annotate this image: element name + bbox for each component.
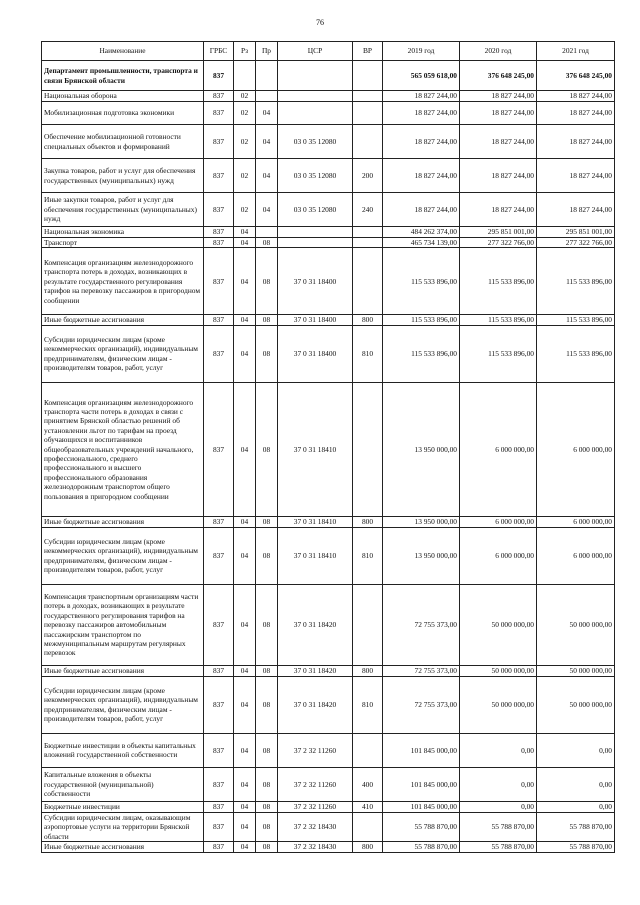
row-name: Обеспечение мобилизационной готовности специальных объектов и формирований: [42, 125, 204, 159]
table-row: [42, 315, 615, 325]
header-pr: Пр: [256, 42, 278, 61]
row-amount-2020: 376 648 245,00: [460, 61, 537, 91]
row-amount-2019: 13 950 000,00: [383, 527, 460, 584]
row-amount-2019: 484 262 374,00: [383, 227, 460, 238]
table-row: [42, 382, 615, 516]
row-vr: [353, 812, 383, 841]
row-amount-2021: 50 000 000,00: [537, 665, 615, 676]
row-amount-2020: 115 533 896,00: [460, 315, 537, 325]
row-name: Мобилизационная подготовка экономики: [42, 102, 204, 125]
row-vr: 200: [353, 159, 383, 193]
table-row: [42, 584, 615, 665]
row-rz: 04: [234, 676, 256, 733]
row-rz: 04: [234, 527, 256, 584]
row-grbs: 837: [204, 325, 234, 382]
row-pr: 04: [256, 193, 278, 227]
row-pr: [256, 61, 278, 91]
row-amount-2019: 18 827 244,00: [383, 125, 460, 159]
table-row: [42, 527, 615, 584]
row-grbs: 837: [204, 812, 234, 841]
row-pr: 08: [256, 676, 278, 733]
page-number: 76: [316, 18, 324, 27]
row-rz: 04: [234, 516, 256, 527]
row-name: Транспорт: [42, 238, 204, 248]
row-pr: 08: [256, 842, 278, 853]
header-2020: 2020 год: [460, 42, 537, 61]
row-grbs: 837: [204, 125, 234, 159]
row-amount-2021: 6 000 000,00: [537, 516, 615, 527]
row-amount-2021: 0,00: [537, 733, 615, 767]
row-pr: 04: [256, 159, 278, 193]
row-amount-2020: 18 827 244,00: [460, 125, 537, 159]
row-pr: [256, 227, 278, 238]
row-amount-2021: 115 533 896,00: [537, 325, 615, 382]
table-row: [42, 801, 615, 812]
row-amount-2019: 115 533 896,00: [383, 315, 460, 325]
header-vr: ВР: [353, 42, 383, 61]
row-amount-2019: 72 755 373,00: [383, 665, 460, 676]
row-amount-2021: 18 827 244,00: [537, 125, 615, 159]
row-rz: 04: [234, 801, 256, 812]
row-vr: 400: [353, 767, 383, 801]
row-amount-2019: 18 827 244,00: [383, 193, 460, 227]
row-amount-2021: 18 827 244,00: [537, 193, 615, 227]
table-row: [42, 812, 615, 841]
row-csr: 03 0 35 12080: [278, 125, 353, 159]
row-amount-2021: 6 000 000,00: [537, 382, 615, 516]
row-pr: 08: [256, 325, 278, 382]
row-pr: 08: [256, 516, 278, 527]
row-pr: 08: [256, 812, 278, 841]
row-grbs: 837: [204, 676, 234, 733]
row-csr: 37 2 32 18430: [278, 812, 353, 841]
row-vr: 800: [353, 516, 383, 527]
row-rz: 04: [234, 665, 256, 676]
row-rz: 04: [234, 238, 256, 248]
row-name: Компенсация организациям железнодорожного транспорта потерь в доходах, возникающих в результате государственного регулирования тарифов на перевозку пассажиров в пригородном сообщении: [42, 248, 204, 315]
row-grbs: 837: [204, 516, 234, 527]
row-name: Капитальные вложения в объекты государственной (муниципальной) собственности: [42, 767, 204, 801]
row-amount-2020: 0,00: [460, 801, 537, 812]
row-grbs: 837: [204, 61, 234, 91]
row-amount-2021: 0,00: [537, 767, 615, 801]
row-grbs: 837: [204, 382, 234, 516]
row-pr: 08: [256, 248, 278, 315]
row-rz: 04: [234, 842, 256, 853]
row-vr: [353, 248, 383, 315]
row-grbs: 837: [204, 102, 234, 125]
table-row: [42, 61, 615, 91]
row-amount-2019: 101 845 000,00: [383, 733, 460, 767]
row-name: Национальная оборона: [42, 91, 204, 102]
row-name: Департамент промышленности, транспорта и связи Брянской области: [42, 61, 204, 91]
row-name: Иные бюджетные ассигнования: [42, 842, 204, 853]
row-name: Компенсация организациям железнодорожного транспорта части потерь в доходах в связи с принятием Брянской областью решений об установлении льгот по тарифам на проезд обучающихся и воспитанников общеобразовательных учреждений начального, профессионального, среднего профессионального и высшего профессионального образования железнодорожным транспортом общего пользования в пригородном сообщении: [42, 382, 204, 516]
table-row: [42, 227, 615, 238]
row-pr: 08: [256, 238, 278, 248]
row-csr: 03 0 35 12080: [278, 159, 353, 193]
row-amount-2020: 115 533 896,00: [460, 248, 537, 315]
row-vr: 800: [353, 842, 383, 853]
table-row: [42, 91, 615, 102]
row-amount-2019: 55 788 870,00: [383, 812, 460, 841]
row-pr: 04: [256, 125, 278, 159]
row-amount-2019: 55 788 870,00: [383, 842, 460, 853]
header-row: [42, 42, 615, 61]
row-grbs: 837: [204, 733, 234, 767]
row-amount-2020: 18 827 244,00: [460, 91, 537, 102]
row-name: Иные бюджетные ассигнования: [42, 516, 204, 527]
table-row: [42, 516, 615, 527]
table-row: [42, 665, 615, 676]
row-amount-2019: 72 755 373,00: [383, 676, 460, 733]
row-name: Компенсация транспортным организациям части потерь в доходах, возникающих в результате государственного регулирования тарифов на перевозку пассажиров автомобильным пассажирским транспортом по межмуниципальным маршрутам регулярных перевозок: [42, 584, 204, 665]
row-pr: 08: [256, 584, 278, 665]
row-amount-2021: 6 000 000,00: [537, 527, 615, 584]
row-amount-2021: 55 788 870,00: [537, 842, 615, 853]
row-rz: 04: [234, 315, 256, 325]
row-pr: [256, 91, 278, 102]
row-csr: [278, 102, 353, 125]
row-rz: 04: [234, 248, 256, 315]
row-amount-2020: 18 827 244,00: [460, 159, 537, 193]
row-pr: 08: [256, 665, 278, 676]
row-amount-2021: 277 322 766,00: [537, 238, 615, 248]
row-vr: [353, 61, 383, 91]
row-amount-2021: 376 648 245,00: [537, 61, 615, 91]
row-amount-2020: 6 000 000,00: [460, 527, 537, 584]
row-vr: [353, 733, 383, 767]
row-name: Закупка товаров, работ и услуг для обеспечения государственных (муниципальных) нужд: [42, 159, 204, 193]
row-rz: 04: [234, 382, 256, 516]
row-amount-2019: 13 950 000,00: [383, 516, 460, 527]
row-csr: 37 0 31 18420: [278, 676, 353, 733]
row-amount-2021: 50 000 000,00: [537, 676, 615, 733]
row-name: Субсидии юридическим лицам, оказывающим аэропортовые услуги на территории Брянской области: [42, 812, 204, 841]
row-csr: [278, 238, 353, 248]
row-name: Бюджетные инвестиции: [42, 801, 204, 812]
row-vr: [353, 102, 383, 125]
row-grbs: 837: [204, 801, 234, 812]
row-grbs: 837: [204, 238, 234, 248]
row-rz: 04: [234, 812, 256, 841]
row-vr: 810: [353, 325, 383, 382]
row-amount-2020: 55 788 870,00: [460, 812, 537, 841]
row-rz: 02: [234, 193, 256, 227]
row-pr: 08: [256, 801, 278, 812]
row-grbs: 837: [204, 315, 234, 325]
row-vr: [353, 382, 383, 516]
row-rz: 04: [234, 227, 256, 238]
row-csr: 37 2 32 11260: [278, 767, 353, 801]
header-rz: Рз: [234, 42, 256, 61]
row-name: Национальная экономика: [42, 227, 204, 238]
row-grbs: 837: [204, 248, 234, 315]
row-rz: 02: [234, 159, 256, 193]
row-vr: 810: [353, 527, 383, 584]
row-amount-2020: 55 788 870,00: [460, 842, 537, 853]
row-amount-2021: 0,00: [537, 801, 615, 812]
row-rz: 04: [234, 325, 256, 382]
table-row: [42, 325, 615, 382]
row-amount-2019: 115 533 896,00: [383, 325, 460, 382]
row-vr: 800: [353, 665, 383, 676]
row-amount-2019: 565 059 618,00: [383, 61, 460, 91]
row-rz: 02: [234, 125, 256, 159]
row-amount-2020: 18 827 244,00: [460, 102, 537, 125]
row-amount-2019: 13 950 000,00: [383, 382, 460, 516]
row-csr: 03 0 35 12080: [278, 193, 353, 227]
table-row: [42, 193, 615, 227]
row-grbs: 837: [204, 227, 234, 238]
header-name: Наименование: [42, 42, 204, 61]
header-2019: 2019 год: [383, 42, 460, 61]
table-row: [42, 767, 615, 801]
row-amount-2020: 115 533 896,00: [460, 325, 537, 382]
row-grbs: 837: [204, 159, 234, 193]
row-csr: 37 0 31 18400: [278, 325, 353, 382]
row-grbs: 837: [204, 767, 234, 801]
row-csr: [278, 91, 353, 102]
row-vr: [353, 584, 383, 665]
row-vr: [353, 91, 383, 102]
row-vr: [353, 125, 383, 159]
row-amount-2019: 18 827 244,00: [383, 91, 460, 102]
table-row: [42, 676, 615, 733]
row-rz: 02: [234, 102, 256, 125]
row-vr: 240: [353, 193, 383, 227]
row-amount-2019: 465 734 139,00: [383, 238, 460, 248]
row-amount-2021: 18 827 244,00: [537, 91, 615, 102]
row-pr: 08: [256, 527, 278, 584]
row-csr: 37 0 31 18400: [278, 315, 353, 325]
row-csr: 37 2 32 18430: [278, 842, 353, 853]
row-csr: 37 2 32 11260: [278, 801, 353, 812]
row-csr: 37 2 32 11260: [278, 733, 353, 767]
row-grbs: 837: [204, 842, 234, 853]
row-amount-2021: 50 000 000,00: [537, 584, 615, 665]
row-amount-2020: 18 827 244,00: [460, 193, 537, 227]
row-pr: 04: [256, 102, 278, 125]
row-csr: [278, 227, 353, 238]
budget-table: [41, 41, 615, 853]
row-rz: [234, 61, 256, 91]
row-amount-2020: 50 000 000,00: [460, 676, 537, 733]
row-amount-2019: 115 533 896,00: [383, 248, 460, 315]
row-amount-2021: 18 827 244,00: [537, 159, 615, 193]
row-rz: 02: [234, 91, 256, 102]
row-csr: 37 0 31 18410: [278, 382, 353, 516]
row-pr: 08: [256, 382, 278, 516]
header-2021: 2021 год: [537, 42, 615, 61]
table-row: [42, 159, 615, 193]
row-amount-2020: 295 851 001,00: [460, 227, 537, 238]
row-rz: 04: [234, 584, 256, 665]
row-name: Иные бюджетные ассигнования: [42, 315, 204, 325]
row-amount-2020: 0,00: [460, 767, 537, 801]
row-grbs: 837: [204, 584, 234, 665]
row-name: Бюджетные инвестиции в объекты капитальных вложений государственной собственности: [42, 733, 204, 767]
header-csr: ЦСР: [278, 42, 353, 61]
row-name: Субсидии юридическим лицам (кроме некоммерческих организаций), индивидуальным предпринимателям, физическим лицам - производителям товаров, работ, услуг: [42, 325, 204, 382]
row-csr: 37 0 31 18410: [278, 527, 353, 584]
row-csr: 37 0 31 18420: [278, 584, 353, 665]
table-row: [42, 248, 615, 315]
table-row: [42, 125, 615, 159]
table-row: [42, 238, 615, 248]
table-body: [42, 61, 615, 853]
row-csr: [278, 61, 353, 91]
row-amount-2021: 295 851 001,00: [537, 227, 615, 238]
row-amount-2019: 72 755 373,00: [383, 584, 460, 665]
row-csr: 37 0 31 18410: [278, 516, 353, 527]
row-grbs: 837: [204, 665, 234, 676]
row-amount-2019: 18 827 244,00: [383, 102, 460, 125]
row-vr: 800: [353, 315, 383, 325]
row-amount-2020: 6 000 000,00: [460, 382, 537, 516]
row-name: Иные бюджетные ассигнования: [42, 665, 204, 676]
row-amount-2020: 50 000 000,00: [460, 665, 537, 676]
row-pr: 08: [256, 767, 278, 801]
row-csr: 37 0 31 18400: [278, 248, 353, 315]
row-pr: 08: [256, 315, 278, 325]
table-row: [42, 842, 615, 853]
row-vr: 410: [353, 801, 383, 812]
row-amount-2019: 101 845 000,00: [383, 767, 460, 801]
row-amount-2020: 50 000 000,00: [460, 584, 537, 665]
row-rz: 04: [234, 767, 256, 801]
header-grbs: ГРБС: [204, 42, 234, 61]
row-name: Субсидии юридическим лицам (кроме некоммерческих организаций), индивидуальным предпринимателям, физическим лицам - производителям товаров, работ, услуг: [42, 676, 204, 733]
row-amount-2021: 115 533 896,00: [537, 315, 615, 325]
row-amount-2021: 18 827 244,00: [537, 102, 615, 125]
row-amount-2021: 115 533 896,00: [537, 248, 615, 315]
row-amount-2020: 6 000 000,00: [460, 516, 537, 527]
table-row: [42, 733, 615, 767]
row-rz: 04: [234, 733, 256, 767]
row-name: Иные закупки товаров, работ и услуг для обеспечения государственных (муниципальных) нужд: [42, 193, 204, 227]
row-amount-2020: 277 322 766,00: [460, 238, 537, 248]
row-pr: 08: [256, 733, 278, 767]
row-amount-2019: 101 845 000,00: [383, 801, 460, 812]
row-name: Субсидии юридическим лицам (кроме некоммерческих организаций), индивидуальным предпринимателям, физическим лицам - производителям товаров, работ, услуг: [42, 527, 204, 584]
table-row: [42, 102, 615, 125]
row-amount-2020: 0,00: [460, 733, 537, 767]
row-amount-2021: 55 788 870,00: [537, 812, 615, 841]
row-grbs: 837: [204, 193, 234, 227]
row-vr: 810: [353, 676, 383, 733]
row-grbs: 837: [204, 527, 234, 584]
row-vr: [353, 238, 383, 248]
row-csr: 37 0 31 18420: [278, 665, 353, 676]
row-amount-2019: 18 827 244,00: [383, 159, 460, 193]
row-vr: [353, 227, 383, 238]
row-grbs: 837: [204, 91, 234, 102]
